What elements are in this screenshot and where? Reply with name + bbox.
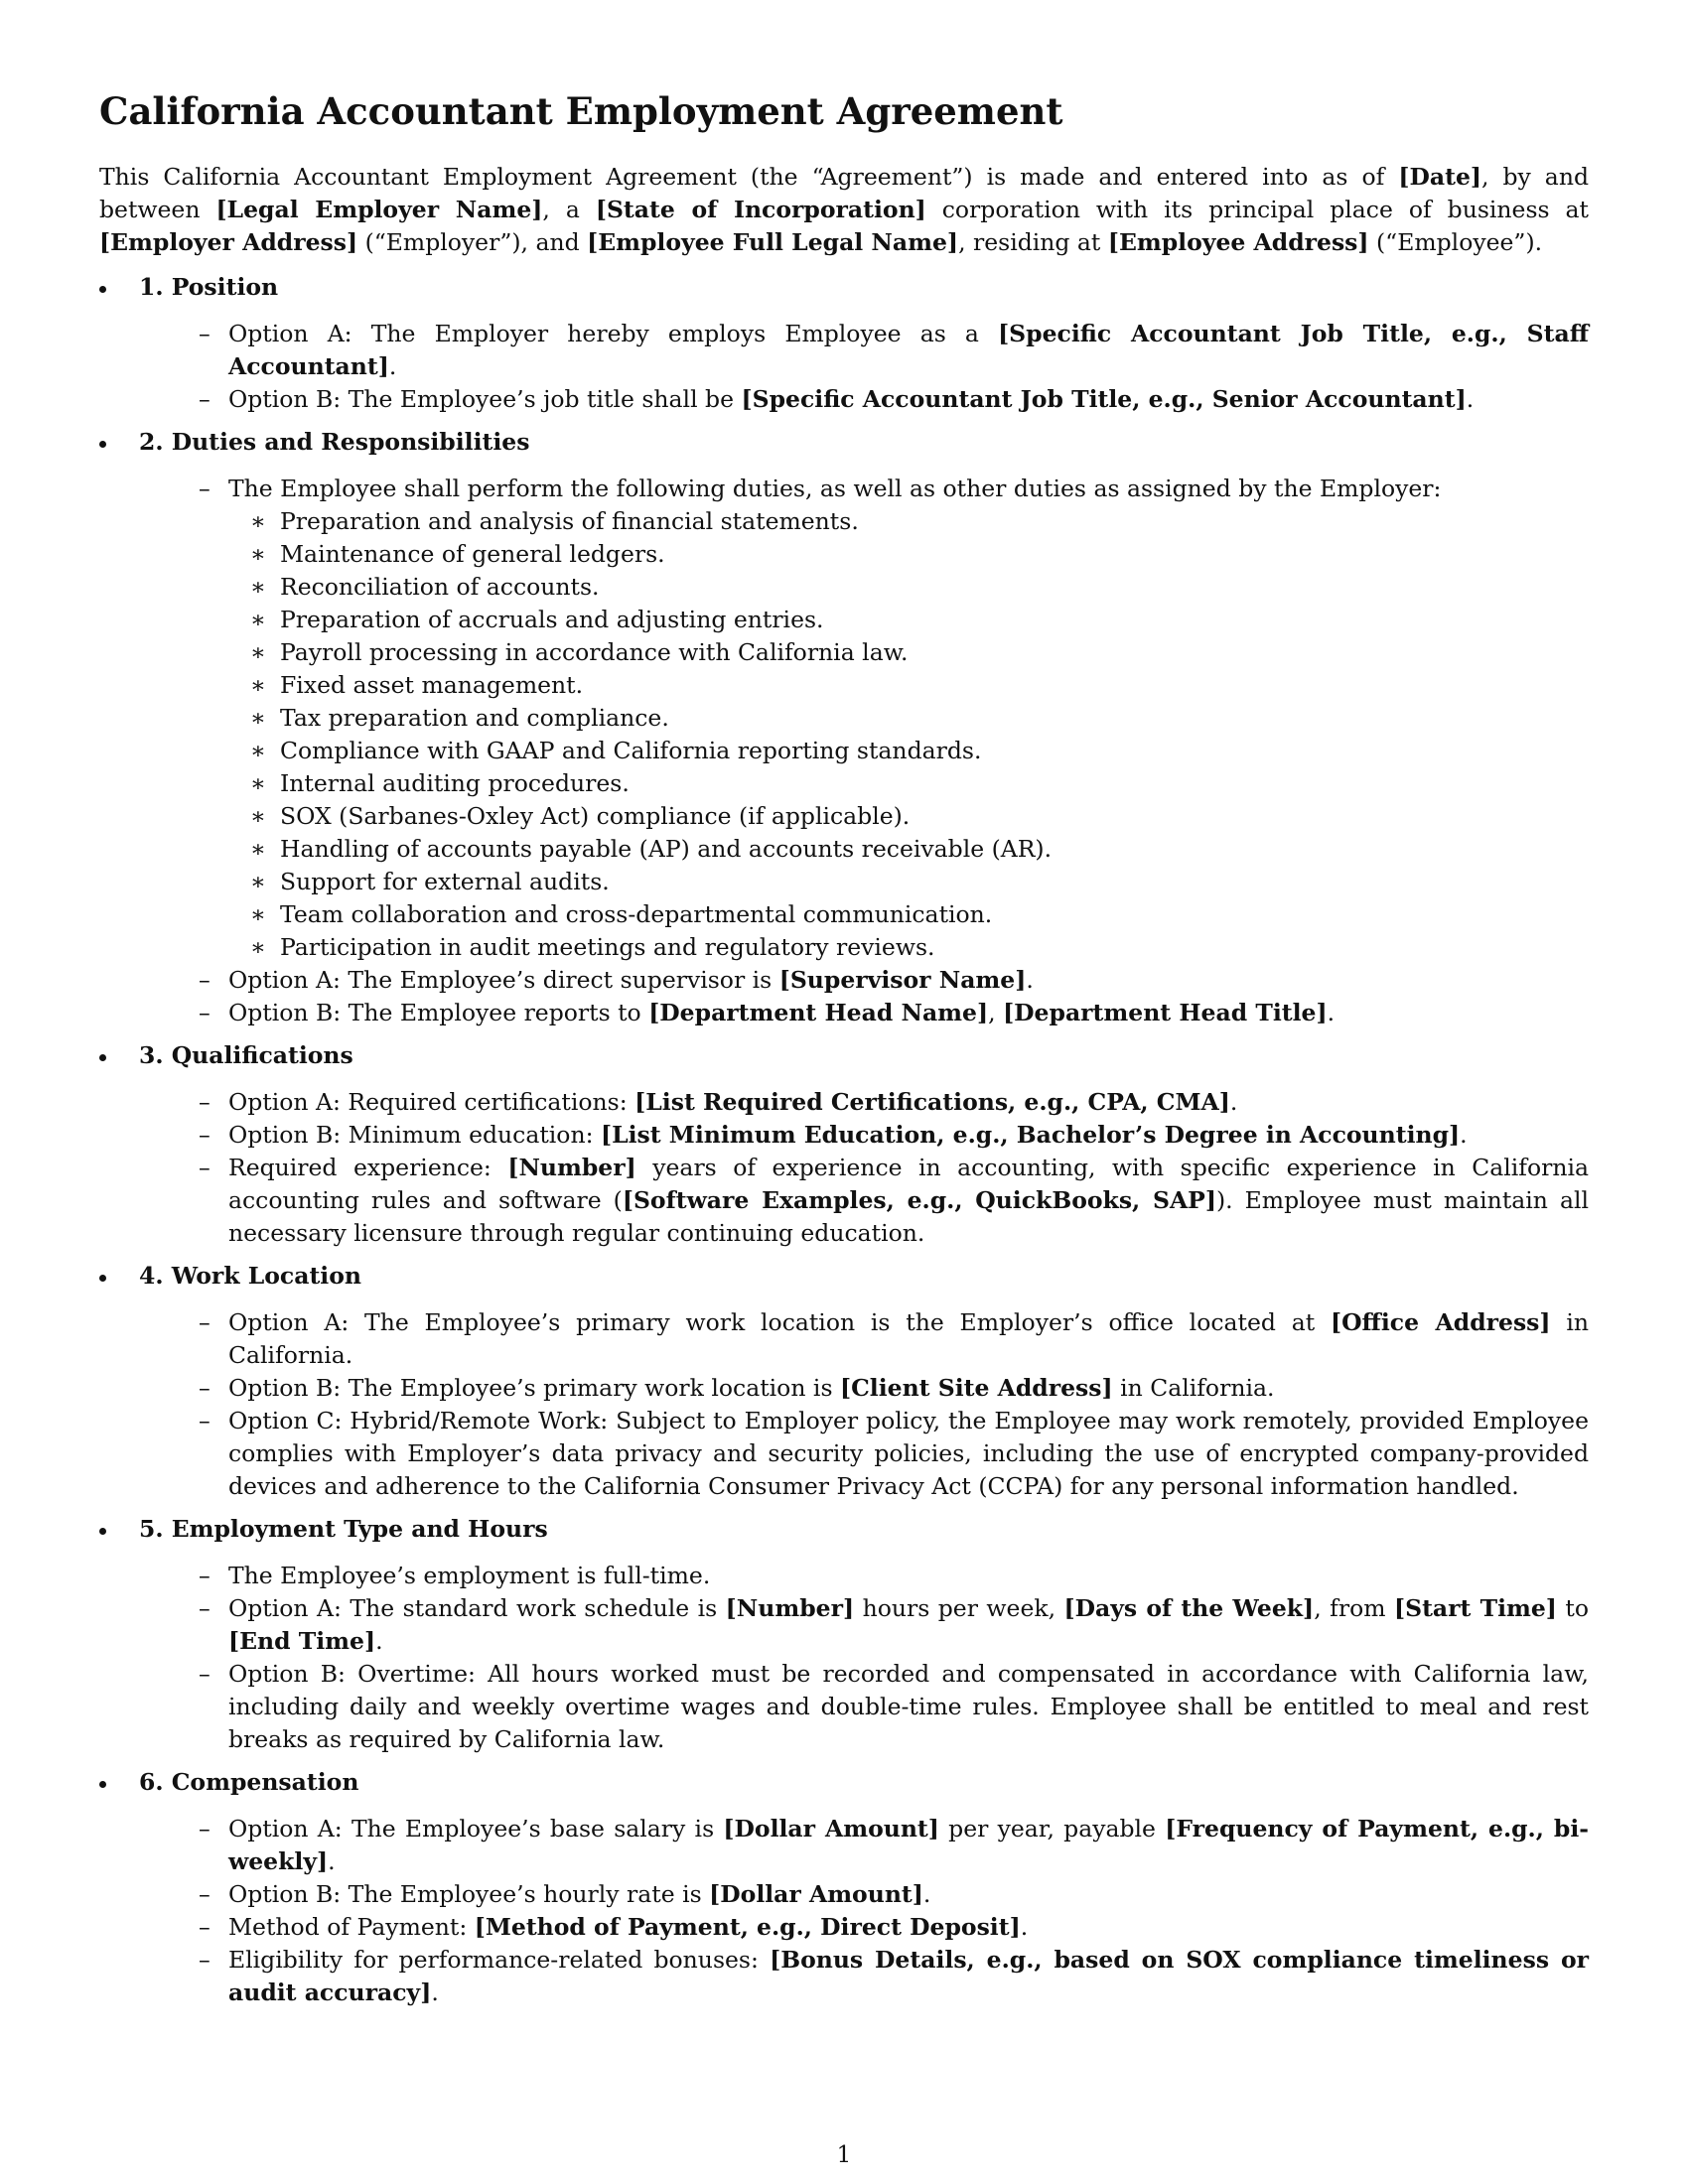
text-run: . [1327, 999, 1336, 1026]
placeholder-field: [Employer Address] [99, 228, 358, 256]
list-item [99, 1813, 1589, 1878]
sub-item-text: Payroll processing in accordance with California law. [280, 638, 909, 666]
text-run: . [388, 352, 397, 380]
text-run: . [1229, 1088, 1238, 1116]
text-run: This California Accountant Employment Agreement (the “Agreement”) is made and entered into as of [99, 163, 1399, 191]
placeholder-field: [Number] [725, 1594, 855, 1622]
placeholder-field: [Employee Address] [1107, 228, 1369, 256]
dash-icon: – [199, 1594, 211, 1622]
text-run: to [1556, 1594, 1590, 1622]
text-run: , a [542, 196, 596, 223]
dash-icon: – [199, 1660, 211, 1688]
section [99, 271, 1589, 416]
text-run: Eligibility for performance-related bonuses: [228, 1946, 771, 1974]
sub-list-item [99, 931, 1589, 964]
list-item [99, 1944, 1589, 2009]
text-run: Option A: The Employer hereby employs Employee as a [228, 320, 999, 347]
list-item [99, 473, 1589, 505]
text-run: The Employee’s employment is full-time. [228, 1562, 711, 1589]
text-run: , by and between [99, 163, 1589, 223]
placeholder-field: [List Required Certifications, e.g., CPA, CMA] [634, 1088, 1230, 1116]
list-item [99, 1592, 1589, 1658]
placeholder-field: [Specific Accountant Job Title, e.g., Senior Accountant] [741, 385, 1467, 413]
dash-icon: – [199, 1946, 211, 1974]
text-run: corporation with its principal place of business at [925, 196, 1589, 223]
placeholder-field: [Supervisor Name] [778, 966, 1027, 994]
sub-list-item [99, 571, 1589, 604]
text-run: Option B: The Employee’s job title shall be [228, 385, 742, 413]
section [99, 426, 1589, 1029]
asterisk-icon: ∗ [250, 868, 266, 895]
placeholder-field: [Employee Full Legal Name] [587, 228, 959, 256]
dash-icon: – [199, 1815, 211, 1843]
asterisk-icon: ∗ [250, 704, 266, 732]
sub-list-item [99, 800, 1589, 833]
sub-item-text: Handling of accounts payable (AP) and accounts receivable (AR). [280, 835, 1053, 863]
asterisk-icon: ∗ [250, 671, 266, 699]
asterisk-icon: ∗ [250, 573, 266, 601]
section [99, 1513, 1589, 1756]
placeholder-field: [Department Head Name] [648, 999, 989, 1026]
placeholder-field: [Method of Payment, e.g., Direct Deposit] [474, 1913, 1021, 1941]
placeholder-field: [State of Incorporation] [595, 196, 926, 223]
placeholder-field: [Legal Employer Name] [215, 196, 543, 223]
text-run: in California. [228, 1308, 1589, 1369]
text-run: Option A: Required certifications: [228, 1088, 635, 1116]
section [99, 1766, 1589, 2009]
text-run: Option B: The Employee’s hourly rate is [228, 1880, 710, 1908]
placeholder-field: [End Time] [228, 1627, 376, 1655]
bullet-icon [99, 286, 106, 293]
dash-icon: – [199, 1374, 211, 1402]
text-run: . [1026, 966, 1034, 994]
list-item [99, 1086, 1589, 1119]
page-number: 1 [836, 2142, 852, 2168]
sub-item-text: Reconciliation of accounts. [280, 573, 600, 601]
document-page [99, 87, 1589, 2019]
sub-list-item [99, 538, 1589, 571]
sub-item-text: Preparation and analysis of financial statements. [280, 507, 859, 535]
sub-list-item [99, 636, 1589, 669]
asterisk-icon: ∗ [250, 540, 266, 568]
list-item [99, 1152, 1589, 1250]
section-title-text: 6. Compensation [139, 1768, 359, 1796]
dash-icon: – [199, 1308, 211, 1336]
sub-item-text: SOX (Sarbanes-Oxley Act) compliance (if applicable). [280, 802, 911, 830]
asterisk-icon: ∗ [250, 900, 266, 928]
placeholder-field: [List Minimum Education, e.g., Bachelor’s Degree in Accounting] [600, 1121, 1461, 1149]
text-run: years of experience in accounting, with specific experience in California accounting rules and software ( [228, 1154, 1589, 1214]
text-run: in California. [1112, 1374, 1275, 1402]
sub-list-item [99, 505, 1589, 538]
sub-list-item [99, 735, 1589, 767]
asterisk-icon: ∗ [250, 835, 266, 863]
section-title [99, 1260, 1589, 1293]
sub-list-item [99, 767, 1589, 800]
list-item [99, 1306, 1589, 1372]
text-run: . [328, 1847, 336, 1875]
sub-list-item [99, 898, 1589, 931]
section-title-text: 3. Qualifications [139, 1041, 353, 1069]
asterisk-icon: ∗ [250, 769, 266, 797]
intro-paragraph [99, 161, 1589, 259]
placeholder-field: [Number] [507, 1154, 636, 1181]
bullet-icon [99, 1781, 106, 1788]
text-run: , from [1314, 1594, 1394, 1622]
placeholder-field: [Dollar Amount] [709, 1880, 923, 1908]
text-run: Required experience: [228, 1154, 508, 1181]
sub-item-text: Internal auditing procedures. [280, 769, 630, 797]
list-item [99, 964, 1589, 997]
list-item [99, 1372, 1589, 1405]
sub-item-text: Fixed asset management. [280, 671, 584, 699]
section-title-text: 2. Duties and Responsibilities [139, 428, 530, 456]
bullet-icon [99, 1054, 106, 1061]
sub-item-text: Participation in audit meetings and regulatory reviews. [280, 933, 935, 961]
text-run: Option A: The Employee’s primary work location is the Employer’s office located at [228, 1308, 1331, 1336]
text-run: hours per week, [854, 1594, 1064, 1622]
asterisk-icon: ∗ [250, 638, 266, 666]
text-run: . [431, 1979, 439, 2006]
text-run: ). Employee must maintain all necessary licensure through regular continuing education. [228, 1186, 1589, 1247]
dash-icon: – [199, 1154, 211, 1181]
sub-list-item [99, 833, 1589, 866]
placeholder-field: [Office Address] [1330, 1308, 1551, 1336]
section [99, 1260, 1589, 1503]
dash-icon: – [199, 1562, 211, 1589]
dash-icon: – [199, 475, 211, 502]
text-run: . [1020, 1913, 1029, 1941]
section-title [99, 1513, 1589, 1546]
placeholder-field: [Specific Accountant Job Title, e.g., Staff Accountant] [228, 320, 1589, 380]
sub-list-item [99, 866, 1589, 898]
text-run: Option B: Minimum education: [228, 1121, 601, 1149]
sub-list-item [99, 669, 1589, 702]
placeholder-field: [Start Time] [1393, 1594, 1557, 1622]
bullet-icon [99, 1275, 106, 1282]
text-run: Option B: The Employee’s primary work location is [228, 1374, 840, 1402]
dash-icon: – [199, 999, 211, 1026]
section-title [99, 1766, 1589, 1799]
placeholder-field: [Date] [1398, 163, 1482, 191]
sub-item-text: Support for external audits. [280, 868, 610, 895]
asterisk-icon: ∗ [250, 507, 266, 535]
sub-list-item [99, 604, 1589, 636]
sub-list-item [99, 702, 1589, 735]
asterisk-icon: ∗ [250, 606, 266, 633]
text-run: Option B: The Employee reports to [228, 999, 649, 1026]
dash-icon: – [199, 1088, 211, 1116]
dash-icon: – [199, 385, 211, 413]
section-title [99, 1039, 1589, 1072]
text-run: Option B: Overtime: All hours worked must be recorded and compensated in accordance with California law, including daily and weekly overtime wages and double-time rules. Employee shall be entitled to meal and rest breaks as required by California law. [228, 1660, 1589, 1753]
text-run: per year, payable [938, 1815, 1166, 1843]
text-run: . [1460, 1121, 1468, 1149]
section-title [99, 426, 1589, 459]
sub-item-text: Tax preparation and compliance. [280, 704, 669, 732]
asterisk-icon: ∗ [250, 802, 266, 830]
list-item [99, 1119, 1589, 1152]
sub-item-text: Compliance with GAAP and California reporting standards. [280, 737, 982, 764]
section [99, 1039, 1589, 1250]
dash-icon: – [199, 320, 211, 347]
sub-item-text: Maintenance of general ledgers. [280, 540, 665, 568]
list-item [99, 1658, 1589, 1756]
text-run: Method of Payment: [228, 1913, 475, 1941]
placeholder-field: [Client Site Address] [839, 1374, 1113, 1402]
placeholder-field: [Bonus Details, e.g., based on SOX compliance timeliness or audit accuracy] [228, 1946, 1590, 2006]
text-run: (“Employee”). [1368, 228, 1543, 256]
list-item [99, 1560, 1589, 1592]
text-run: , residing at [958, 228, 1108, 256]
sub-item-text: Preparation of accruals and adjusting entries. [280, 606, 824, 633]
dash-icon: – [199, 1913, 211, 1941]
text-run: Option A: The Employee’s base salary is [228, 1815, 724, 1843]
sub-item-text: Team collaboration and cross-departmental communication. [280, 900, 993, 928]
dash-icon: – [199, 1121, 211, 1149]
asterisk-icon: ∗ [250, 737, 266, 764]
sections-list [99, 271, 1589, 2009]
dash-icon: – [199, 1407, 211, 1434]
text-run: The Employee shall perform the following duties, as well as other duties as assigned by the Employer: [228, 475, 1442, 502]
placeholder-field: [Frequency of Payment, e.g., bi-weekly] [228, 1815, 1589, 1875]
asterisk-icon: ∗ [250, 933, 266, 961]
list-item [99, 997, 1589, 1029]
text-run: Option A: The Employee’s direct supervisor is [228, 966, 779, 994]
text-run: . [922, 1880, 931, 1908]
text-run: . [375, 1627, 383, 1655]
placeholder-field: [Days of the Week] [1063, 1594, 1315, 1622]
document-title: California Accountant Employment Agreement [99, 89, 1063, 133]
text-run: , [988, 999, 1004, 1026]
text-run: (“Employer”), and [357, 228, 588, 256]
list-item [99, 1405, 1589, 1503]
section-title [99, 271, 1589, 304]
dash-icon: – [199, 1880, 211, 1908]
list-item [99, 318, 1589, 383]
placeholder-field: [Dollar Amount] [723, 1815, 939, 1843]
section-title-text: 1. Position [139, 273, 279, 301]
placeholder-field: [Software Examples, e.g., QuickBooks, SAP] [622, 1186, 1216, 1214]
text-run: Option A: The standard work schedule is [228, 1594, 726, 1622]
section-title-text: 4. Work Location [139, 1262, 361, 1290]
list-item [99, 383, 1589, 416]
section-title-text: 5. Employment Type and Hours [139, 1515, 548, 1543]
bullet-icon [99, 441, 106, 448]
list-item [99, 1878, 1589, 1911]
text-run: Option C: Hybrid/Remote Work: Subject to Employer policy, the Employee may work remotely, provided Employee complies with Employer’s data privacy and security policies, including the use of encrypted company-provided devices and adherence to the California Consumer Privacy Act (CCPA) for any personal information handled. [228, 1407, 1589, 1500]
dash-icon: – [199, 966, 211, 994]
list-item [99, 1911, 1589, 1944]
text-run: . [1466, 385, 1475, 413]
placeholder-field: [Department Head Title] [1003, 999, 1328, 1026]
bullet-icon [99, 1528, 106, 1535]
